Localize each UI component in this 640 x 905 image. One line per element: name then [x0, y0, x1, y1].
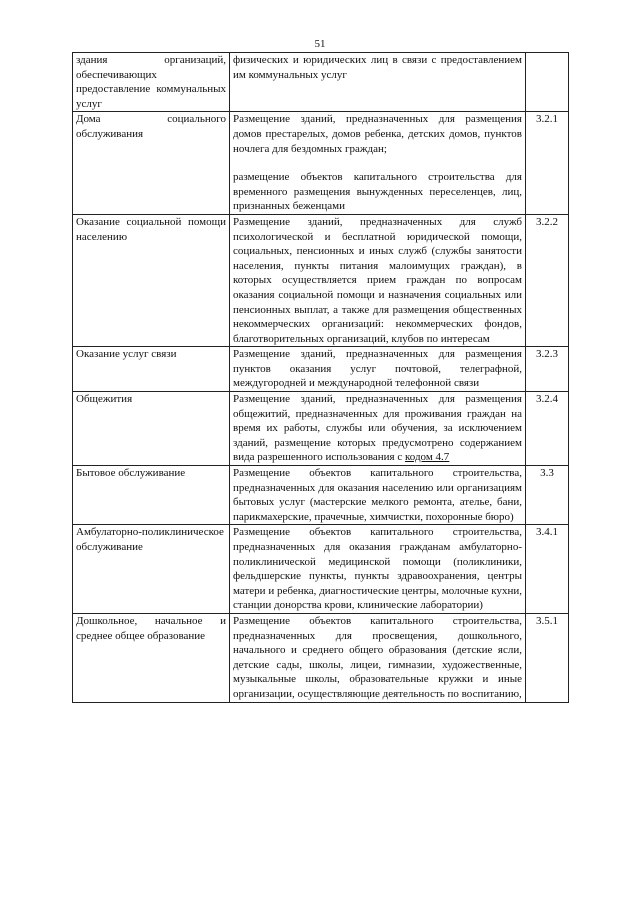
- use-name-cell: Бытовое обслуживание: [73, 466, 230, 525]
- description-text: Размещение зданий, предназначенных для размещения домов престарелых, домов ребенка, детских домов, пунктов ночлега для бездомных граждан;: [233, 113, 522, 155]
- page-number: 51: [314, 38, 326, 50]
- table-row: [73, 214, 569, 346]
- description-cell: [230, 466, 526, 525]
- use-name-cell: Дошкольное, начальное и среднее общее образование: [73, 613, 230, 702]
- description-text: физических и юридических лиц в связи с предоставлением им коммунальных услуг: [233, 54, 522, 81]
- table-row: [73, 392, 569, 466]
- description-cell: [230, 392, 526, 466]
- code-reference-link[interactable]: кодом 4.7: [404, 451, 450, 464]
- use-name-cell: Оказание услуг связи: [73, 347, 230, 392]
- description-text: Размещение объектов капитального строительства, предназначенных для оказания гражданам амбулаторно-поликлинической медицинской помощи (поликлиники, фельдшерские пункты, пункты здравоохранения, центры матери и ребенка, диагностические центры, молочные кухни, станции донорства крови, клинические лаборатории): [233, 526, 522, 612]
- description-text: Размещение объектов капитального строительства, предназначенных для оказания населению или организациям бытовых услуг (мастерские мелкого ремонта, ателье, бани, парикмахерские, прачечные, химчистки, похоронные бюро): [233, 467, 522, 523]
- use-name-cell: Общежития: [73, 392, 230, 466]
- table-row: [73, 112, 569, 215]
- description-text: Размещение объектов капитального строительства, предназначенных для просвещения, дошкольного, начального и среднего общего образования (детские ясли, детские сады, школы, лицеи, гимназии, художественные, музыкальные школы, образовательные кружки и иные организации, осуществляющие деятельность по воспитанию,: [233, 614, 522, 700]
- code-cell: 3.2.1: [526, 112, 569, 215]
- use-name-cell: здания организаций, обеспечивающих предоставление коммунальных услуг: [73, 53, 230, 112]
- table-row: [73, 466, 569, 525]
- code-cell: 3.4.1: [526, 525, 569, 614]
- use-name-cell: Оказание социальной помощи населению: [73, 214, 230, 346]
- table-row: [73, 53, 569, 112]
- description-cell: [230, 347, 526, 392]
- code-cell: 3.2.4: [526, 392, 569, 466]
- code-cell: [526, 53, 569, 112]
- code-cell: 3.2.2: [526, 214, 569, 346]
- description-cell: [230, 112, 526, 215]
- description-text: размещение объектов капитального строительства для временного размещения вынужденных переселенцев, лиц, признанных беженцами: [233, 171, 522, 213]
- description-cell: [230, 525, 526, 614]
- use-name-cell: Амбулаторно-поликлиническое обслуживание: [73, 525, 230, 614]
- table-row: [73, 525, 569, 614]
- description-text: Размещение зданий, предназначенных для размещения пунктов оказания услуг почтовой, телеграфной, междугородней и международной телефонной связи: [233, 348, 522, 390]
- description-text: Размещение зданий, предназначенных для размещения общежитий, предназначенных для проживания граждан на время их работы, службы или обучения, за исключением зданий, размещение которых предусмотрено содержанием вида разрешенного использования с: [233, 393, 522, 464]
- description-text: Размещение зданий, предназначенных для служб психологической и бесплатной юридической помощи, социальных, пенсионных и иных служб (службы занятости населения, пункты питания малоимущих граждан), в которых осуществляется прием граждан по вопросам оказания социальной помощи и назначения социальных или пенсионных выплат, а также для размещения общественных некоммерческих организаций: некоммерческих фондов, благотворительных организаций, клубов по интересам: [233, 215, 522, 345]
- table-row: [73, 613, 569, 702]
- land-use-table: [72, 52, 569, 703]
- code-cell: 3.3: [526, 466, 569, 525]
- description-cell: [230, 53, 526, 112]
- code-cell: 3.5.1: [526, 613, 569, 702]
- code-cell: 3.2.3: [526, 347, 569, 392]
- use-name-cell: Дома социального обслуживания: [73, 112, 230, 215]
- table-row: [73, 347, 569, 392]
- description-cell: [230, 613, 526, 702]
- description-cell: [230, 214, 526, 346]
